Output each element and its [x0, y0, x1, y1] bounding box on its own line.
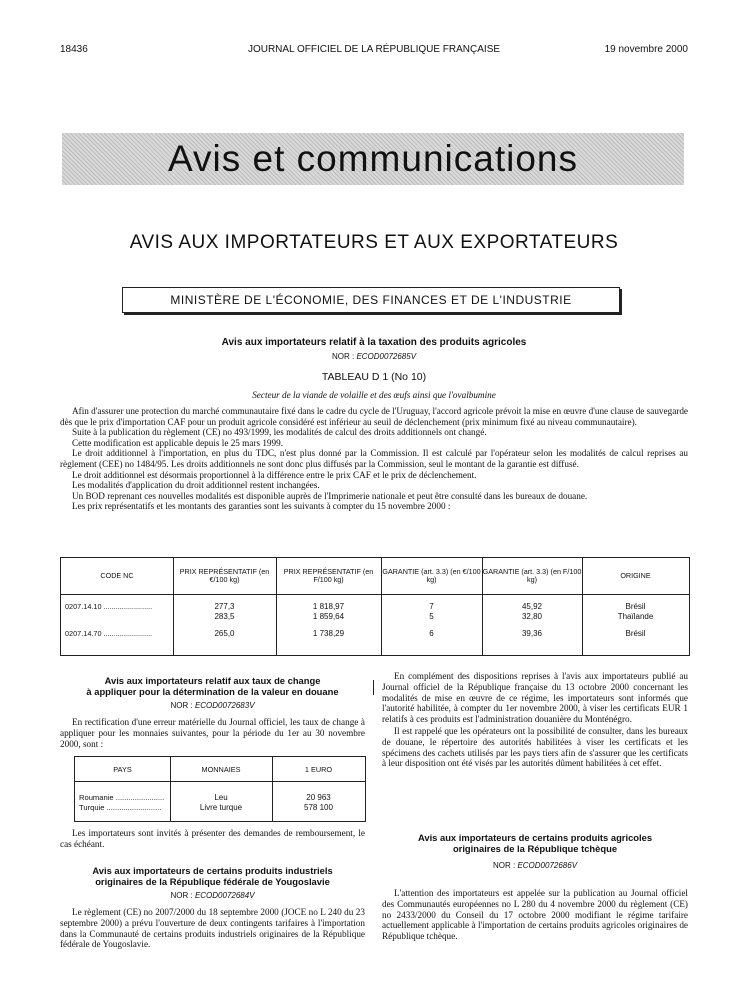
exchange-rate-table — [74, 756, 366, 822]
table-cell-guarantee-frf: 32,80 — [521, 612, 543, 621]
banner-title: Avis et communications — [168, 138, 578, 179]
ministry-box — [122, 287, 620, 313]
table-cell-guarantee-eur: 6 — [429, 629, 434, 638]
table-cell-currency: Leu — [214, 793, 228, 802]
table-cell-price-frf: 1 818,97 — [312, 602, 345, 611]
notice3-title — [60, 865, 365, 887]
table-cell-guarantee-eur: 5 — [429, 612, 434, 621]
paragraph: Les modalités d'application du droit additionnel restent inchangées. — [72, 480, 320, 491]
paragraph: L'attention des importateurs est appelée sur la publication au Journal officiel des Communautés européennes no L 280 du 4 novembre 2000 du règlement (CE) no 2433/2000 du Conseil du 17 octobre 2000 modifiant le régime tarifaire actuellement applicable à l'importation de certains produits agricoles originaires de République tchèque. — [382, 888, 688, 942]
table-cell-price-frf: 1 859,64 — [312, 612, 345, 621]
notice2-body — [60, 717, 365, 749]
table-cell-country: Roumanie ....................... — [79, 793, 165, 802]
column-rule — [373, 680, 374, 695]
table-cell-origin: Thaïlande — [617, 612, 654, 621]
table-cell-rate: 20 963 — [306, 793, 331, 802]
nor-label: NOR : — [492, 861, 516, 870]
table-cell-guarantee-eur: 7 — [429, 602, 434, 611]
table-cell-price-eur: 265,0 — [214, 629, 235, 638]
nor-label: NOR : — [170, 891, 193, 900]
nor-label: NOR : — [170, 701, 193, 710]
nor-code: ECOD0072686V — [517, 861, 578, 870]
paragraph: En complément des dispositions reprises à l'avis aux importateurs publié au Journal officiel de la République française du 13 octobre 2000 concernant les modalités de mise en œuvre de ce régime, les importateurs sont informés que l'autorité habilitée, à compter du 1er novembre 2000, à viser les certificats EUR 1 relatifs à ces produits est l'administration douanière du Monténégro. — [382, 671, 688, 725]
notice4-title — [382, 832, 688, 854]
table-cell-country: Turquie .......................... — [79, 803, 162, 812]
table-cell-currency: Livre turque — [199, 803, 243, 812]
table-cell-guarantee-frf: 45,92 — [521, 602, 543, 611]
table-cell-guarantee-frf: 39,36 — [521, 629, 543, 638]
issue-date: 19 novembre 2000 — [604, 44, 688, 55]
notice1-body — [60, 406, 688, 512]
notice2-closing — [60, 828, 365, 850]
paragraph: Il est rappelé que les opérateurs ont la possibilité de consulter, dans les bureaux de douane, le répertoire des autorités habilitées à viser les certificats et les spécimens des cachets utilisés par les pays tiers afin de s'assurer que les certificats à leur disposition ont été visés par les autorités dûment habilitées à cet effet. — [382, 725, 688, 769]
notice4-body — [382, 888, 688, 942]
paragraph: Afin d'assurer une protection du marché communautaire fixé dans le cadre du cycle de l'Uruguay, l'accord agricole prévoit la mise en œuvre d'une clause de sauvegarde dès que le prix d'importation CAF pour un produit agricole considéré est inférieur au seuil de déclenchement (prix minimum fixé au niveau communautaire). — [60, 406, 688, 427]
header-guarantee-frf: GARANTIE (art. 3.3) (en F/100 kg) — [482, 566, 582, 584]
table-cell-price-frf: 1 738,29 — [312, 629, 345, 638]
header-country: PAYS — [113, 764, 132, 774]
header-rate: 1 EURO — [304, 764, 333, 774]
paragraph: Le droit additionnel est désormais proportionnel à la différence entre le prix CAF et le prix de déclenchement. — [72, 469, 477, 480]
header-code-nc: CODE NC — [100, 570, 134, 580]
nor-code: ECOD0072684V — [194, 891, 255, 900]
right-column-body — [382, 671, 688, 769]
header-origin: ORIGINE — [620, 570, 651, 580]
paragraph: Le droit additionnel à l'importation, en plus du TDC, n'est plus donné par la Commission. Il est calculé par l'opérateur selon les modalités de calcul reprises au règlement (CEE) no 1484/95. Les droits additionnels ne sont donc plus diffusés par la Commission, seul le montant de la garantie est diffusé. — [60, 448, 688, 469]
header-guarantee-eur: GARANTIE (art. 3.3) (en €/100 kg) — [382, 566, 481, 584]
notice2-nor — [60, 701, 365, 710]
table-cell-price-eur: 277,3 — [214, 602, 235, 611]
notice1-title: Avis aux importateurs relatif à la taxation des produits agricoles — [221, 337, 527, 348]
nor-code: ECOD0072685V — [356, 352, 417, 361]
section-title: AVIS AUX IMPORTATEURS ET AUX EXPORTATEURS — [129, 232, 619, 253]
notice4-title-line2: originaires de la République tchèque — [452, 843, 618, 854]
paragraph: Suite à la publication du règlement (CE) no 493/1999, les modalités de calcul des droits additionnels ont changé. — [72, 427, 487, 438]
table-cell-rate: 578 100 — [304, 803, 333, 812]
paragraph: En rectification d'une erreur matérielle du Journal officiel, les taux de change à appliquer pour les monnaies suivantes, pour la période du 1er au 30 novembre 2000, sont : — [60, 717, 365, 749]
paragraph: Un BOD reprenant ces nouvelles modalités est disponible auprès de l'Imprimerie nationale et peut être consulté dans les bureaux de douane. — [72, 490, 588, 501]
paragraph: Le règlement (CE) no 2007/2000 du 18 septembre 2000 (JOCE no L 240 du 23 septembre 2000) a prévu l'ouverture de deux contingents tarifaires à l'importation dans la Communauté de certains produits industriels originaires de la République fédérale de Yougoslavie. — [60, 907, 365, 950]
header-currency: MONNAIES — [201, 764, 241, 774]
paragraph: Les prix représentatifs et les montants des garanties sont les suivants à compter du 15 novembre 2000 : — [72, 501, 451, 512]
table-cell-code: 0207.14.10 ........................ — [65, 602, 153, 611]
notice1-nor — [0, 352, 748, 361]
notice3-nor — [60, 891, 365, 900]
nor-label: NOR : — [331, 352, 355, 361]
header-price-frf: PRIX REPRÉSENTATIF (en F/100 kg) — [283, 566, 374, 584]
notice1-subtitle: Secteur de la viande de volaille et des œufs ainsi que l'ovalbumine — [252, 390, 496, 400]
notice3-title-line2: originaires de la République fédérale de Yougoslavie — [95, 876, 330, 887]
notice2-title-line2: à appliquer pour la détermination de la valeur en douane — [86, 686, 339, 697]
notice3-title-line1: Avis aux importateurs de certains produits industriels — [92, 865, 333, 876]
journal-title: JOURNAL OFFICIEL DE LA RÉPUBLIQUE FRANÇAISE — [247, 44, 501, 55]
nor-code: ECOD0072683V — [194, 701, 255, 710]
header-price-eur: PRIX REPRÉSENTATIF (en €/100 kg) — [179, 566, 270, 584]
notice3-body — [60, 907, 365, 950]
table-cell-code: 0207.14.70 ........................ — [65, 629, 153, 638]
ministry-label: MINISTÈRE DE L'ÉCONOMIE, DES FINANCES ET DE L'INDUSTRIE — [170, 293, 572, 307]
paragraph: Les importateurs sont invités à présenter des demandes de remboursement, le cas échéant. — [60, 828, 365, 849]
table-cell-origin: Brésil — [625, 602, 646, 611]
notice2-title — [60, 675, 365, 697]
notice4-title-line1: Avis aux importateurs de certains produits agricoles — [417, 832, 653, 843]
notice2-title-line1: Avis aux importateurs relatif aux taux de change — [104, 675, 321, 686]
notice1-table-title: TABLEAU D 1 (No 10) — [321, 371, 427, 383]
page-number: 18436 — [60, 44, 88, 55]
notice4-nor — [382, 861, 688, 870]
table-cell-origin: Brésil — [625, 629, 646, 638]
prices-table — [60, 557, 690, 656]
table-cell-price-eur: 283,5 — [214, 612, 235, 621]
paragraph: Cette modification est applicable depuis le 25 mars 1999. — [72, 437, 284, 448]
banner — [62, 133, 684, 185]
